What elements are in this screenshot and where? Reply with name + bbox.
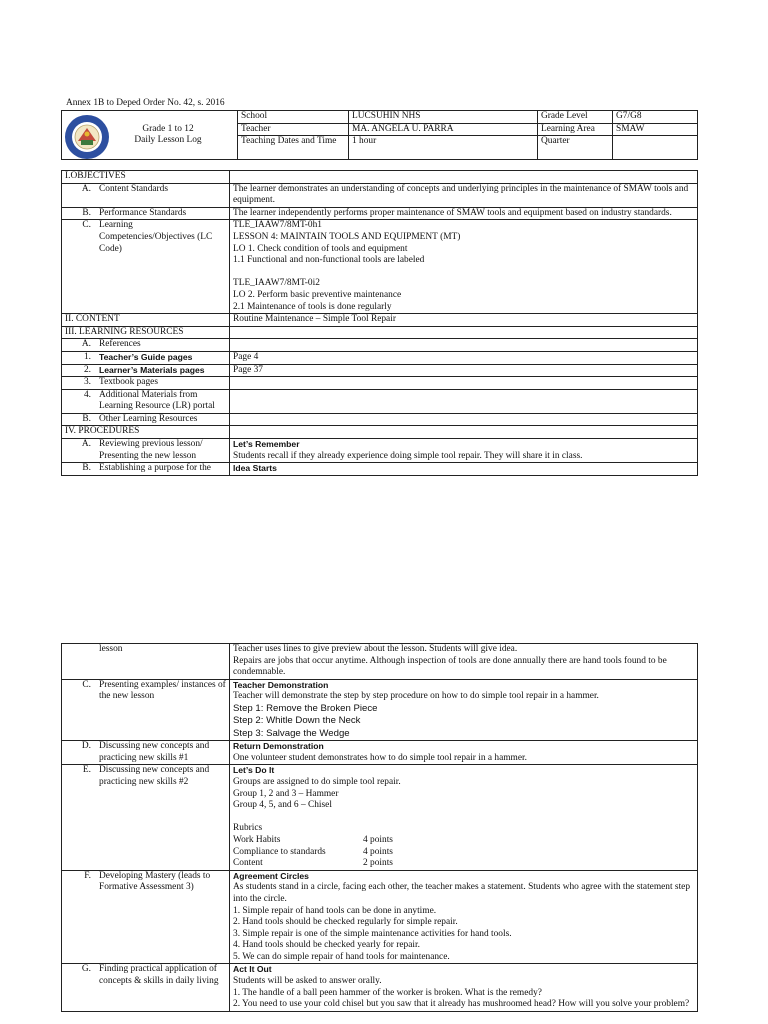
procedure-d-label: D. Discussing new concepts and practicing new skills #1: [62, 741, 230, 765]
textbook-label: 3. Textbook pages: [62, 377, 230, 390]
procedure-d-text: Return Demonstration One volunteer student demonstrates how to do simple tool repair in a hammer.: [230, 741, 698, 765]
rubric-row: Content 2 points: [233, 858, 393, 869]
procedure-a-label: A. Reviewing previous lesson/ Presenting the new lesson: [62, 439, 230, 463]
quarter-value: [613, 136, 698, 160]
school-label: School: [238, 111, 349, 124]
lesson-table-part2: [61, 643, 698, 1012]
learners-materials-label: 2. Learner’s Materials pages: [62, 364, 230, 377]
dates-label: Teaching Dates and Time: [238, 136, 349, 160]
quarter-label: Quarter: [538, 136, 613, 160]
content-text: Routine Maintenance – Simple Tool Repair: [230, 314, 698, 327]
competencies-text: TLE_IAAW7/8MT-0h1 LESSON 4: MAINTAIN TOOLS AND EQUIPMENT (MT) LO 1. Check condition of tools and equipment 1.1 Functional and non-functional tools are labeled TLE_IAAW7/8MT-0i2 LO 2. Perform basic preventive maintenance 2.1 Maintenance of tools is done regularly: [230, 220, 698, 314]
references-label: A. References: [62, 339, 230, 352]
grade-value: G7/G8: [613, 111, 698, 124]
procedure-e-text: Let’s Do It Groups are assigned to do simple tool repair. Group 1, 2 and 3 – Hammer Group 4, 5, and 6 – Chisel Rubrics Work Habits 4 points Compliance to standards 4 points Content 2 points: [230, 765, 698, 870]
content-standards-label: A. Content Standards: [62, 183, 230, 207]
objectives-heading: I.OBJECTIVES: [62, 171, 230, 184]
procedure-b-text: Teacher uses lines to give preview about the lesson. Students will give idea. Repairs are jobs that occur anytime. Although inspection of tools are done annually there are hand tools found to be condemnable.: [230, 644, 698, 680]
header-table: [61, 110, 698, 160]
area-value: SMAW: [613, 123, 698, 136]
annex-reference: Annex 1B to Deped Order No. 42, s. 2016: [66, 98, 225, 108]
procedure-g-label: G. Finding practical application of concepts & skills in daily living: [62, 964, 230, 1011]
learning-resources-heading: III. LEARNING RESOURCES: [62, 326, 230, 339]
teacher-label: Teacher: [238, 123, 349, 136]
learners-materials-value: Page 37: [230, 364, 698, 377]
additional-materials-label: 4. Additional Materials from Learning Resource (LR) portal: [62, 389, 230, 413]
rubric-row: Work Habits 4 points: [233, 834, 393, 845]
teacher-value: MA. ANGELA U. PARRA: [349, 123, 538, 136]
procedure-c-label: C. Presenting examples/ instances of the new lesson: [62, 679, 230, 740]
grade-label: Grade Level: [538, 111, 613, 124]
teachers-guide-label: 1. Teacher’s Guide pages: [62, 351, 230, 364]
procedures-heading: IV. PROCEDURES: [62, 426, 230, 439]
procedure-c-text: Teacher Demonstration Teacher will demonstrate the step by step procedure on how to do simple tool repair in a hammer. Step 1: Remove the Broken Piece Step 2: Whitle Down the Neck Step 3: Salvage the Wedge: [230, 679, 698, 740]
rubric-row: Compliance to standards 4 points: [233, 846, 393, 857]
competencies-label: C. Learning Competencies/Objectives (LC Code): [62, 220, 230, 314]
school-value: LUCSUHIN NHS: [349, 111, 538, 124]
procedure-f-text: Agreement Circles As students stand in a circle, facing each other, the teacher makes a statement. Students who agree with the statement step into the circle. 1. Simple repair of hand tools can be done in anytime. 2. Hand tools should be checked regularly for simple repair. 3. Simple repair is one of the simple maintenance activities for hand tools. 4. Hand tools should be checked yearly for repair. 5. We can do simple repair of hand tools for maintenance.: [230, 870, 698, 964]
dates-value: 1 hour: [349, 136, 538, 160]
teachers-guide-value: Page 4: [230, 351, 698, 364]
performance-standards-label: B. Performance Standards: [62, 207, 230, 220]
performance-standards-text: The learner independently performs proper maintenance of SMAW tools and equipment based on industry standards.: [230, 207, 698, 220]
lesson-table-part1: [61, 170, 698, 476]
procedure-b-label: B. Establishing a purpose for the: [62, 463, 230, 476]
procedure-f-label: F. Developing Mastery (leads to Formative Assessment 3): [62, 870, 230, 964]
procedure-e-label: E. Discussing new concepts and practicing new skills #2: [62, 765, 230, 870]
other-resources-label: B. Other Learning Resources: [62, 413, 230, 426]
content-heading: II. CONTENT: [62, 314, 230, 327]
content-standards-text: The learner demonstrates an understanding of concepts and underlying principles in the maintenance of SMAW tools and equipment.: [230, 183, 698, 207]
procedure-a-text: Let’s Remember Students recall if they already experience doing simple tool repair. They will share it in class.: [230, 439, 698, 463]
procedure-b-title: Idea Starts: [230, 463, 698, 476]
header-title: Grade 1 to 12 Daily Lesson Log: [62, 111, 238, 160]
procedure-b-cont-label: lesson: [62, 644, 230, 680]
area-label: Learning Area: [538, 123, 613, 136]
procedure-g-text: Act It Out Students will be asked to answer orally. 1. The handle of a ball peen hammer of the worker is broken. What is the remedy? 2. You need to use your cold chisel but you saw that it already has mushroomed head? How will you solve your problem?: [230, 964, 698, 1011]
